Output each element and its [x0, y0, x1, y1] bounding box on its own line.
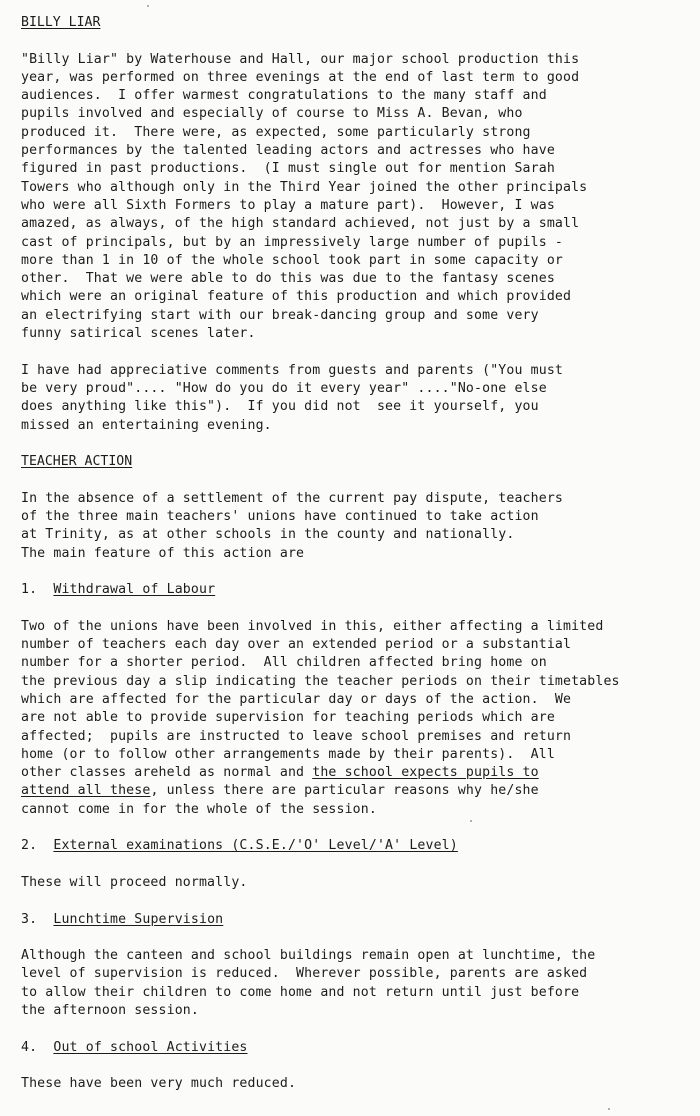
underlined-emphasis: the school expects pupils to — [312, 765, 539, 781]
text-line: be very proud".... "How do you do it every year" ...."No-one else — [21, 380, 547, 396]
text-line — [21, 764, 690, 782]
item-1-heading — [21, 581, 690, 599]
text-line: missed an entertaining evening. — [21, 417, 272, 433]
item-1-body — [21, 618, 690, 819]
text-line: who were all Sixth Formers to play a mature part). However, I was — [21, 197, 555, 213]
item-4-body — [21, 1075, 690, 1093]
text-line — [21, 782, 690, 800]
text-line: cannot come in for the whole of the session. — [21, 801, 377, 817]
text-run: , unless there are particular reasons why he/she — [150, 783, 539, 799]
text-line: amazed, as always, of the high standard achieved, not just by a small — [21, 216, 580, 232]
item-3-heading — [21, 911, 690, 929]
item-number: 2. — [21, 838, 38, 854]
text-line: figured in past productions. (I must single out for mention Sarah — [21, 161, 555, 177]
text-line: These have been very much reduced. — [21, 1076, 297, 1092]
text-line: affected; pupils are instructed to leave school premises and return — [21, 728, 572, 744]
text-line: level of supervision is reduced. Wherever possible, parents are asked — [21, 966, 588, 982]
text-line: number of teachers each day over an extended period or a substantial — [21, 637, 572, 653]
text-line: which were an original feature of this production and which provided — [21, 289, 572, 305]
item-number: 4. — [21, 1039, 38, 1055]
teacher-action-heading: TEACHER ACTION — [21, 454, 133, 470]
text-run: other classes areheld as normal and — [21, 765, 313, 781]
item-3-body — [21, 947, 690, 1020]
text-line: more than 1 in 10 of the whole school took part in some capacity or — [21, 252, 563, 268]
item-title: Withdrawal of Labour — [53, 582, 216, 598]
scan-speck — [147, 5, 149, 7]
text-line: the previous day a slip indicating the teacher periods on their timetables — [21, 673, 620, 689]
text-line: In the absence of a settlement of the current pay dispute, teachers — [21, 490, 563, 506]
billy-liar-heading: BILLY LIAR — [21, 15, 101, 30]
text-line: number for a shorter period. All children affected bring home on — [21, 655, 547, 671]
text-line: are not able to provide supervision for teaching periods which are — [21, 710, 555, 726]
text-line: Towers who although only in the Third Year joined the other principals — [21, 179, 588, 195]
text-line: The main feature of this action are — [21, 545, 305, 561]
text-line: to allow their children to come home and not return until just before — [21, 984, 580, 1000]
teacher-action-intro — [21, 490, 690, 563]
text-line: year, was performed on three evenings at the end of last term to good — [21, 69, 580, 85]
text-line: does anything like this"). If you did not see it yourself, you — [21, 399, 539, 415]
text-line: "Billy Liar" by Waterhouse and Hall, our major school production this — [21, 51, 580, 67]
text-line: of the three main teachers' unions have continued to take action — [21, 509, 539, 525]
text-line: other. That we were able to do this was due to the fantasy scenes — [21, 271, 555, 287]
text-line: performances by the talented leading actors and actresses who have — [21, 143, 555, 159]
text-line: audiences. I offer warmest congratulations to the many staff and — [21, 88, 547, 104]
text-line: Although the canteen and school buildings remain open at lunchtime, the — [21, 948, 596, 964]
text-line: Two of the unions have been involved in this, either affecting a limited — [21, 618, 604, 634]
text-line: home (or to follow other arrangements made by their parents). All — [21, 746, 555, 762]
text-line: at Trinity, as at other schools in the county and nationally. — [21, 527, 515, 543]
text-line: pupils involved and especially of course to Miss A. Bevan, who — [21, 106, 523, 122]
billy-liar-paragraph-2 — [21, 362, 690, 435]
text-line: I have had appreciative comments from guests and parents ("You must — [21, 362, 563, 378]
item-4-heading — [21, 1039, 690, 1057]
text-line: which are affected for the particular day or days of the action. We — [21, 691, 572, 707]
text-line: the afternoon session. — [21, 1003, 199, 1019]
item-number: 1. — [21, 582, 38, 598]
scan-speck — [470, 820, 472, 822]
scan-speck — [608, 1108, 610, 1110]
item-title: External examinations (C.S.E./'O' Level/'A' Level) — [53, 838, 458, 854]
text-line: produced it. There were, as expected, some particularly strong — [21, 124, 531, 140]
item-number: 3. — [21, 911, 38, 927]
text-line: These will proceed normally. — [21, 874, 248, 890]
billy-liar-paragraph-1 — [21, 51, 690, 344]
text-line: cast of principals, but by an impressively large number of pupils - — [21, 234, 563, 250]
text-line: funny satirical scenes later. — [21, 326, 256, 342]
item-2-heading — [21, 837, 690, 855]
item-title: Out of school Activities — [53, 1039, 248, 1055]
item-2-body — [21, 874, 690, 892]
item-title: Lunchtime Supervision — [53, 911, 224, 927]
text-line: an electrifying start with our break-dancing group and some very — [21, 307, 539, 323]
underlined-emphasis: attend all these — [21, 783, 151, 799]
